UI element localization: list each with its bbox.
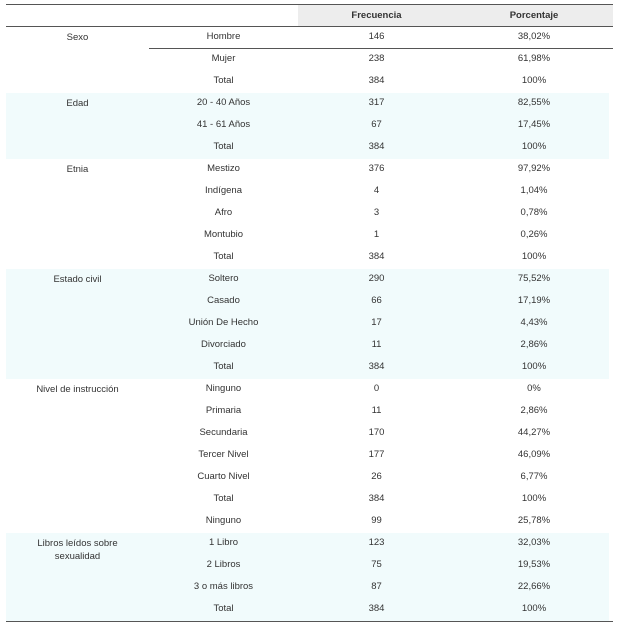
frequency-cell: 87 — [371, 581, 382, 592]
percentage-cell: 0% — [527, 383, 541, 394]
category-cell: 2 Libros — [206, 559, 241, 570]
percentage-cell: 2,86% — [520, 405, 548, 416]
category-cell: Unión De Hecho — [188, 317, 259, 328]
frequency-cell: 290 — [368, 273, 385, 284]
percentage-cell: 75,52% — [517, 273, 551, 284]
category-cell: Mestizo — [207, 163, 240, 174]
percentage-cell: 100% — [521, 493, 547, 504]
category-cell: Total — [213, 251, 234, 262]
frequency-cell: 0 — [373, 383, 380, 394]
frequency-cell: 3 — [373, 207, 380, 218]
category-cell: Hombre — [206, 31, 241, 42]
frequency-cell: 384 — [368, 361, 385, 372]
percentage-cell: 82,55% — [517, 97, 551, 108]
group-label: Etnia — [66, 164, 89, 175]
category-cell: Casado — [207, 295, 240, 306]
percentage-cell: 100% — [521, 141, 547, 152]
header-porcentaje: Porcentaje — [509, 10, 559, 21]
category-cell: Afro — [214, 207, 233, 218]
percentage-cell: 1,04% — [520, 185, 548, 196]
frequency-cell: 384 — [368, 603, 385, 614]
frequency-cell: 384 — [368, 75, 385, 86]
category-cell: Indígena — [205, 185, 242, 196]
frequency-cell: 11 — [371, 339, 382, 350]
category-cell: Divorciado — [201, 339, 246, 350]
category-cell: Ninguno — [205, 515, 242, 526]
frequency-cell: 170 — [368, 427, 385, 438]
percentage-cell: 100% — [521, 251, 547, 262]
header-frecuencia: Frecuencia — [351, 10, 402, 21]
category-cell: Secundaria — [199, 427, 248, 438]
group-label: Sexo — [66, 32, 89, 43]
group-label: Libros leídos sobre sexualidad — [37, 538, 118, 562]
category-cell: 41 - 61 Años — [196, 119, 251, 130]
percentage-cell: 100% — [521, 75, 547, 86]
percentage-cell: 17,45% — [517, 119, 551, 130]
frequency-cell: 146 — [368, 31, 385, 42]
frequency-cell: 123 — [368, 537, 385, 548]
category-cell: Mujer — [211, 53, 236, 64]
percentage-cell: 2,86% — [520, 339, 548, 350]
percentage-cell: 61,98% — [517, 53, 551, 64]
category-cell: Soltero — [208, 273, 239, 284]
bottom-rule — [6, 621, 613, 622]
percentage-cell: 19,53% — [517, 559, 551, 570]
category-cell: Tercer Nivel — [198, 449, 249, 460]
percentage-cell: 4,43% — [520, 317, 548, 328]
frequency-cell: 384 — [368, 251, 385, 262]
frequency-cell: 11 — [371, 405, 382, 416]
frequency-cell: 26 — [371, 471, 382, 482]
category-cell: 1 Libro — [208, 537, 239, 548]
percentage-cell: 100% — [521, 603, 547, 614]
category-cell: Cuarto Nivel — [197, 471, 250, 482]
frequency-cell: 376 — [368, 163, 385, 174]
frequency-cell: 238 — [368, 53, 385, 64]
percentage-cell: 0,26% — [520, 229, 548, 240]
percentage-cell: 46,09% — [517, 449, 551, 460]
percentage-cell: 44,27% — [517, 427, 551, 438]
percentage-cell: 25,78% — [517, 515, 551, 526]
category-cell: Total — [213, 493, 234, 504]
group-label: Edad — [66, 98, 89, 109]
frequency-cell: 17 — [371, 317, 382, 328]
category-cell: Total — [213, 75, 234, 86]
percentage-cell: 0,78% — [520, 207, 548, 218]
group-label: Estado civil — [53, 274, 102, 285]
percentage-cell: 100% — [521, 361, 547, 372]
category-cell: Total — [213, 141, 234, 152]
category-cell: Ninguno — [205, 383, 242, 394]
frequency-cell: 177 — [368, 449, 385, 460]
percentage-cell: 97,92% — [517, 163, 551, 174]
frequency-cell: 384 — [368, 493, 385, 504]
category-cell: Total — [213, 603, 234, 614]
category-cell: 20 - 40 Años — [196, 97, 251, 108]
percentage-cell: 22,66% — [517, 581, 551, 592]
percentage-cell: 38,02% — [517, 31, 551, 42]
group-label: Nivel de instrucción — [36, 384, 119, 395]
category-cell: Primaria — [205, 405, 242, 416]
frequency-cell: 1 — [373, 229, 380, 240]
frequency-cell: 384 — [368, 141, 385, 152]
frequency-cell: 99 — [371, 515, 382, 526]
category-cell: Total — [213, 361, 234, 372]
frequency-cell: 4 — [373, 185, 380, 196]
category-cell: 3 o más libros — [193, 581, 254, 592]
frequency-cell: 75 — [371, 559, 382, 570]
category-cell: Montubio — [203, 229, 244, 240]
percentage-cell: 6,77% — [520, 471, 548, 482]
frequency-cell: 66 — [371, 295, 382, 306]
percentage-cell: 32,03% — [517, 537, 551, 548]
percentage-cell: 17,19% — [517, 295, 551, 306]
frequency-cell: 317 — [368, 97, 385, 108]
frequency-cell: 67 — [371, 119, 382, 130]
